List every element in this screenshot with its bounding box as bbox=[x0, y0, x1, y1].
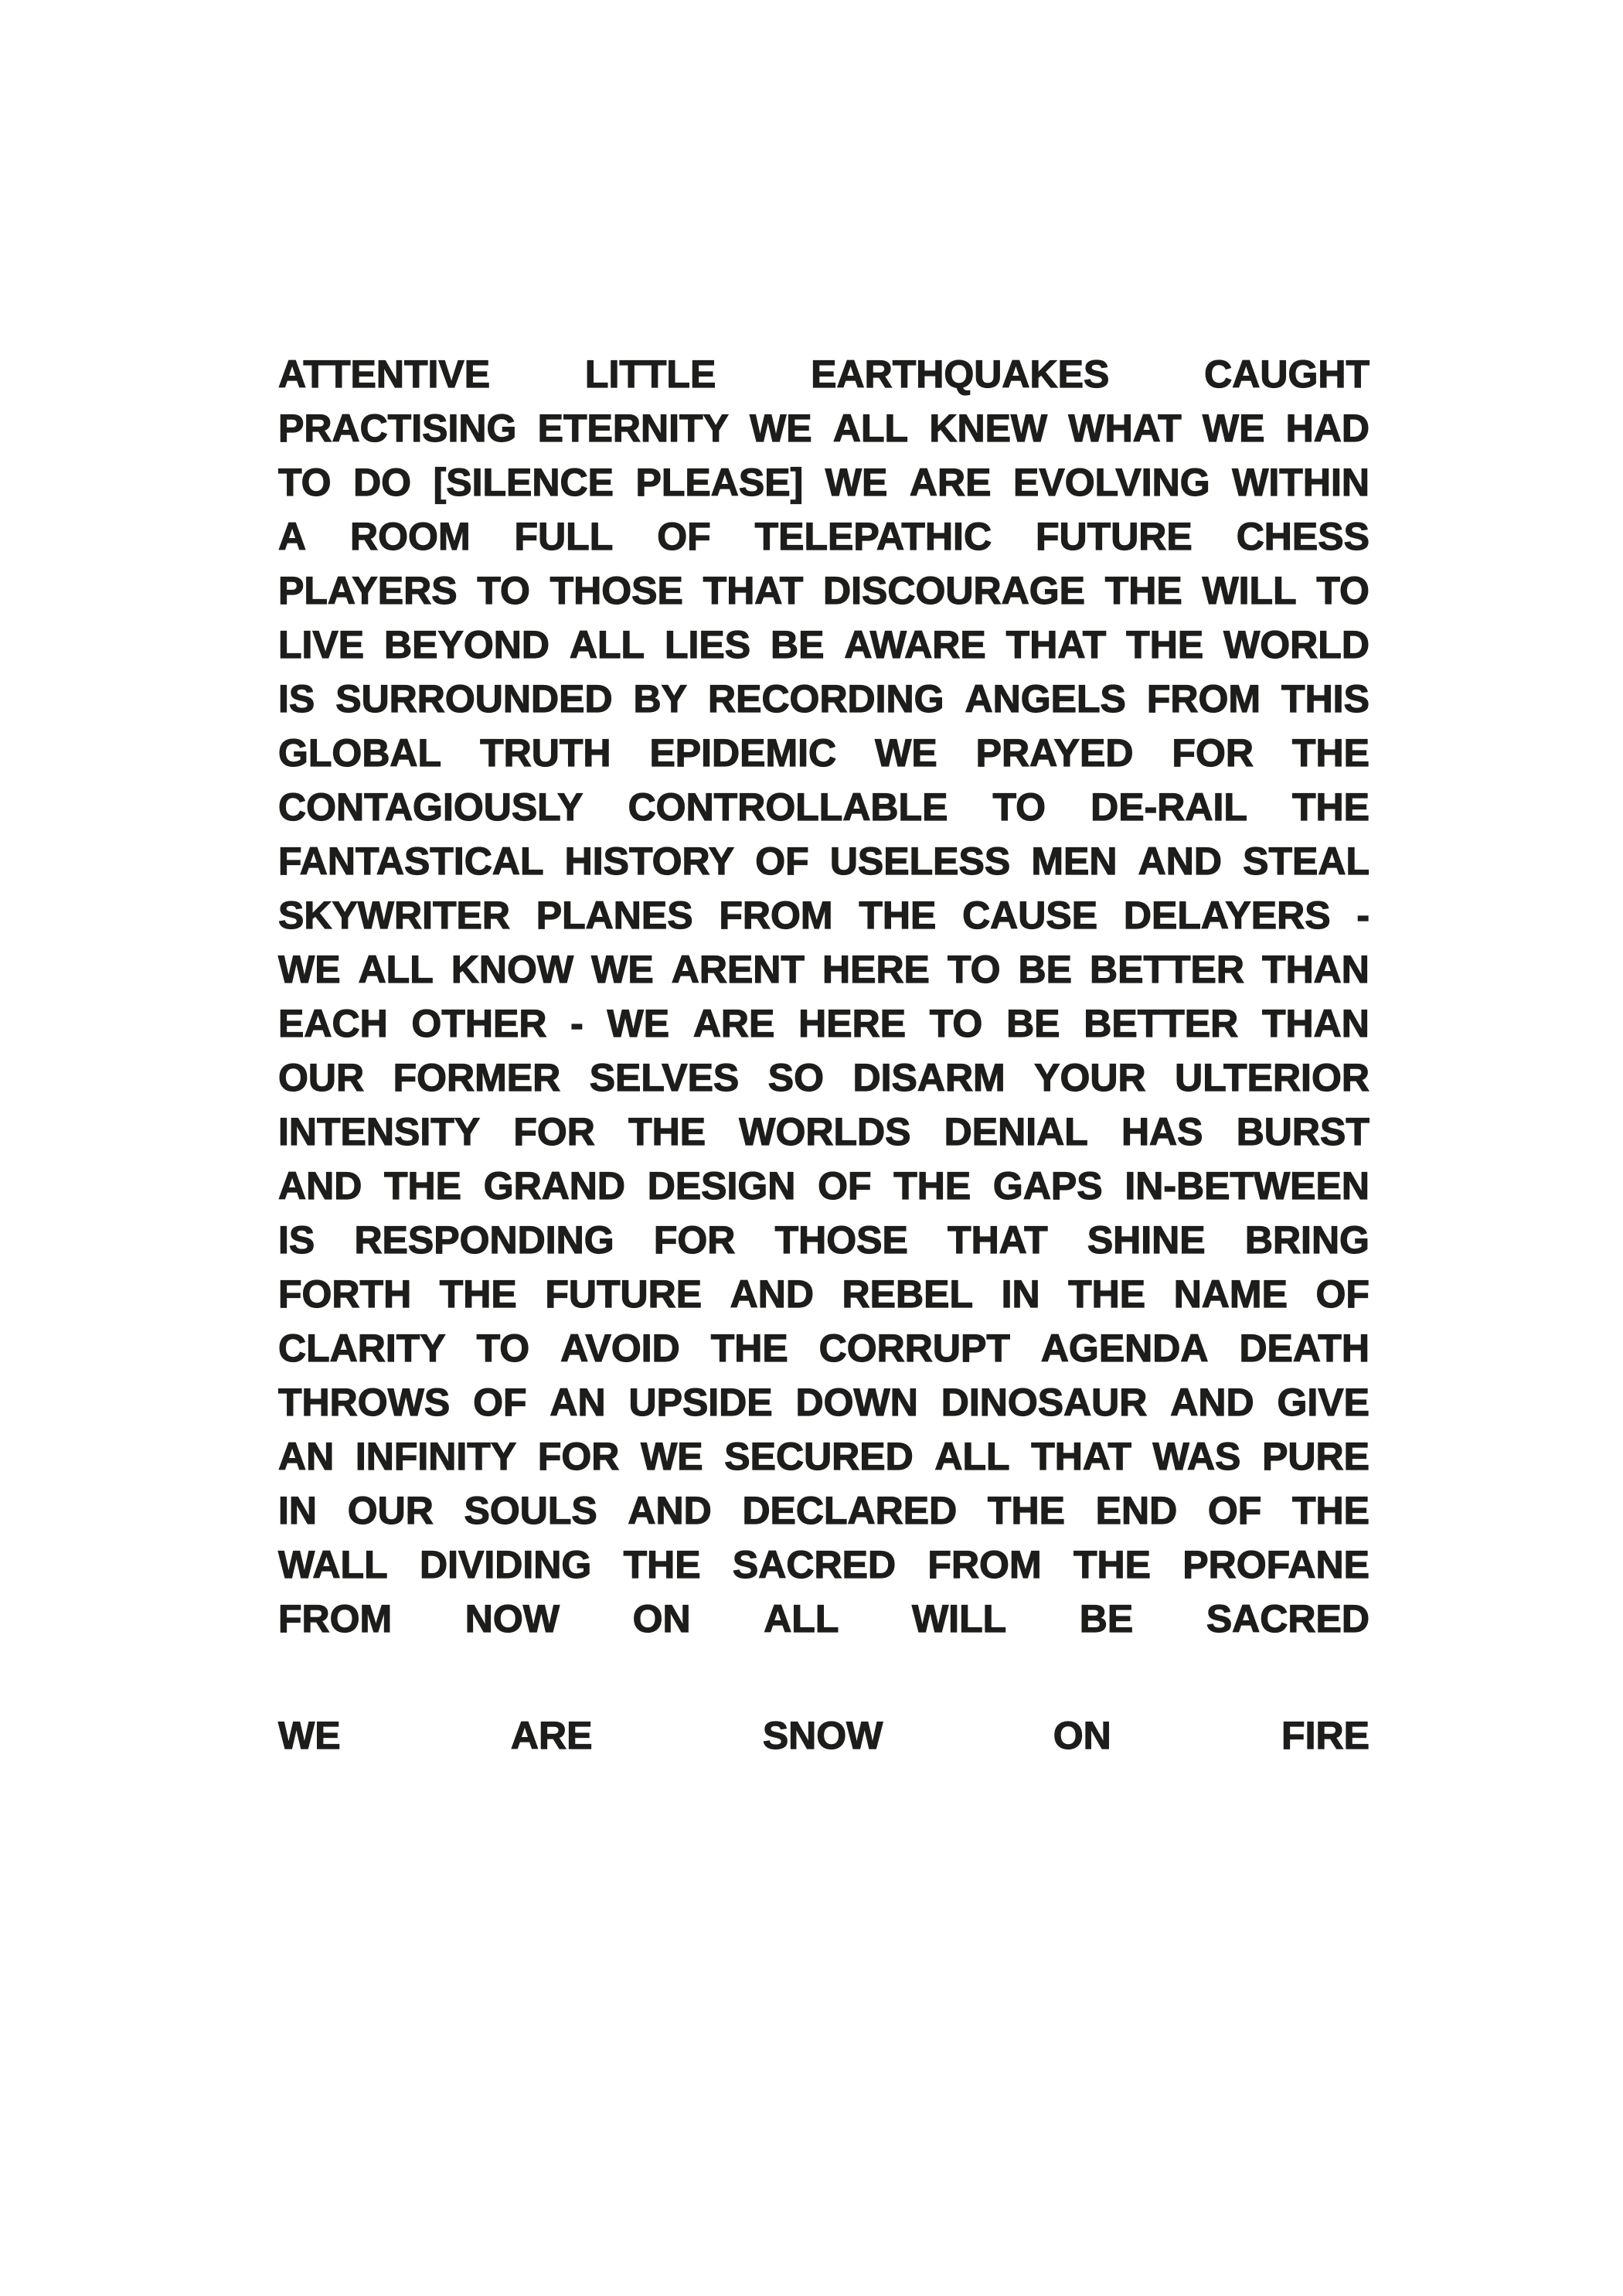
poem-word: WE bbox=[641, 1435, 703, 1478]
poem-word: HAS bbox=[1121, 1110, 1203, 1153]
poem-word: - bbox=[1356, 894, 1370, 937]
poem-word: PRACTISING bbox=[278, 407, 517, 450]
poem-word: HAD bbox=[1285, 407, 1370, 450]
poem-word: FROM bbox=[927, 1543, 1042, 1586]
poem-word: GIVE bbox=[1277, 1381, 1370, 1424]
poem-word: DEATH bbox=[1239, 1327, 1370, 1370]
poem-word: ALL bbox=[569, 623, 645, 666]
poem-word: THROWS bbox=[278, 1381, 451, 1424]
poem-word: CAUGHT bbox=[1204, 353, 1370, 396]
poem-word: OF bbox=[818, 1164, 872, 1208]
poem-line bbox=[278, 1105, 1370, 1159]
poem-word: THE bbox=[1073, 1543, 1151, 1586]
poem-word: WILL bbox=[911, 1597, 1007, 1640]
poem-word: FROM bbox=[1146, 677, 1261, 720]
poem-word: OF bbox=[657, 515, 711, 558]
poem-word: FROM bbox=[278, 1597, 393, 1640]
poem-line bbox=[278, 834, 1370, 888]
poem-word: GLOBAL bbox=[278, 731, 442, 775]
poem-word: ANGELS bbox=[965, 677, 1126, 720]
poem-word: WE bbox=[825, 461, 888, 504]
poem-word: HISTORY bbox=[564, 840, 735, 883]
poem-line bbox=[278, 564, 1370, 618]
poem-word: BY bbox=[633, 677, 688, 720]
poem-word: DISARM bbox=[852, 1056, 1005, 1099]
poem-word: NOW bbox=[464, 1597, 560, 1640]
poem-word: A bbox=[278, 515, 307, 558]
poem-word: FUTURE bbox=[545, 1272, 703, 1316]
stanza-gap bbox=[278, 1646, 1370, 1708]
poem-word: BETTER bbox=[1084, 1002, 1239, 1045]
poem-word: THE bbox=[710, 1327, 788, 1370]
poem-word: ARE bbox=[692, 1002, 775, 1045]
poem-word: DO bbox=[353, 461, 412, 504]
poem-line bbox=[278, 1708, 1370, 1763]
poem-word: IN-BETWEEN bbox=[1125, 1164, 1370, 1208]
poem-line bbox=[278, 672, 1370, 726]
poem-word: THAT bbox=[1005, 623, 1107, 666]
poem-word: THAT bbox=[703, 569, 804, 612]
poem-word: BRING bbox=[1244, 1218, 1370, 1262]
poem-word: ON bbox=[1053, 1714, 1111, 1757]
poem-word: TO bbox=[1316, 569, 1370, 612]
poem-word: SACRED bbox=[732, 1543, 897, 1586]
poem-word: AGENDA bbox=[1040, 1327, 1209, 1370]
poem-word: TO bbox=[929, 1002, 983, 1045]
poem-word: RESPONDING bbox=[354, 1218, 614, 1262]
poem-word: FIRE bbox=[1281, 1714, 1370, 1757]
poem-line bbox=[278, 618, 1370, 672]
poem-word: USELESS bbox=[829, 840, 1011, 883]
poem-word: FOR bbox=[653, 1218, 736, 1262]
poem-word: EVOLVING bbox=[1013, 461, 1210, 504]
poem-line bbox=[278, 1592, 1370, 1646]
poem-word: GRAND bbox=[483, 1164, 626, 1208]
poem-word: PLEASE] bbox=[635, 461, 804, 504]
poem-word: THE bbox=[859, 894, 937, 937]
poem-word: ARENT bbox=[671, 948, 805, 991]
poem-word: BE bbox=[1006, 1002, 1060, 1045]
poem-word: TELEPATHIC bbox=[754, 515, 992, 558]
poem-word: WAS bbox=[1152, 1435, 1241, 1478]
poem-word: ETERNITY bbox=[537, 407, 729, 450]
poem-word: THE bbox=[1292, 1489, 1370, 1532]
poem-word: EPIDEMIC bbox=[649, 731, 837, 775]
poem-word: OF bbox=[473, 1381, 527, 1424]
poem-word: SOULS bbox=[464, 1489, 597, 1532]
poem-word: AND bbox=[1138, 840, 1222, 883]
poem-word: SECURED bbox=[724, 1435, 914, 1478]
poem-word: WE bbox=[1202, 407, 1265, 450]
poem-word: SURROUNDED bbox=[335, 677, 613, 720]
poem-word: DECLARED bbox=[742, 1489, 958, 1532]
poem-word: AND bbox=[278, 1164, 362, 1208]
poem-word: AN bbox=[550, 1381, 606, 1424]
poem-line bbox=[278, 942, 1370, 996]
poem-word: BE bbox=[1018, 948, 1072, 991]
poem-word: SELVES bbox=[589, 1056, 740, 1099]
poem-word: FROM bbox=[719, 894, 833, 937]
poem-word: SO bbox=[767, 1056, 825, 1099]
poem-word: AND bbox=[730, 1272, 814, 1316]
poem-word: CAUSE bbox=[962, 894, 1098, 937]
poem-word: EACH bbox=[278, 1002, 388, 1045]
poem-word: FANTASTICAL bbox=[278, 840, 544, 883]
poem-word: TO bbox=[278, 461, 332, 504]
poem-word: DISCOURAGE bbox=[823, 569, 1085, 612]
poem-word: RECORDING bbox=[707, 677, 944, 720]
poem-word: WE bbox=[750, 407, 812, 450]
poem-word: LIVE bbox=[278, 623, 365, 666]
poem-word: IS bbox=[278, 677, 315, 720]
poem-word: END bbox=[1095, 1489, 1178, 1532]
poem-word: OUR bbox=[347, 1489, 434, 1532]
poem-word: THAT bbox=[948, 1218, 1048, 1262]
poem-line bbox=[278, 401, 1370, 455]
poem-word: LIES bbox=[664, 623, 751, 666]
poem-word: THE bbox=[1104, 569, 1182, 612]
poem-word: DENIAL bbox=[944, 1110, 1088, 1153]
poem-word: HERE bbox=[822, 948, 930, 991]
poem-word: AN bbox=[278, 1435, 335, 1478]
poem-word: WORLD bbox=[1223, 623, 1370, 666]
poem-word: BURST bbox=[1236, 1110, 1370, 1153]
poem-word: CONTROLLABLE bbox=[628, 785, 948, 829]
poem-word: ROOM bbox=[350, 515, 471, 558]
poem-word: ATTENTIVE bbox=[278, 353, 491, 396]
poem-word: THE bbox=[623, 1543, 701, 1586]
poem-word: EARTHQUAKES bbox=[811, 353, 1110, 396]
poem-word: THAN bbox=[1262, 1002, 1370, 1045]
poem-word: IS bbox=[278, 1218, 315, 1262]
poem-word: THE bbox=[384, 1164, 462, 1208]
poem-line bbox=[278, 1375, 1370, 1429]
poem-word: ON bbox=[632, 1597, 691, 1640]
closing-stanza bbox=[278, 1708, 1370, 1763]
poem-word: STEAL bbox=[1243, 840, 1370, 883]
poem-word: NAME bbox=[1173, 1272, 1288, 1316]
poem-word: TO bbox=[947, 948, 1001, 991]
poem-word: FOR bbox=[1172, 731, 1254, 775]
poem-word: TO bbox=[992, 785, 1046, 829]
poem-word: GAPS bbox=[992, 1164, 1103, 1208]
poem-word: ARE bbox=[909, 461, 992, 504]
poem-word: CLARITY bbox=[278, 1327, 446, 1370]
poem-line bbox=[278, 509, 1370, 564]
poem-word: WE bbox=[607, 1002, 670, 1045]
poem-line bbox=[278, 455, 1370, 509]
poem-word: CONTAGIOUSLY bbox=[278, 785, 584, 829]
poem-word: WE bbox=[278, 1714, 341, 1757]
poem-word: THE bbox=[1292, 785, 1370, 829]
poem-line bbox=[278, 1051, 1370, 1105]
poem-word: FOR bbox=[537, 1435, 620, 1478]
poem-word: OF bbox=[755, 840, 809, 883]
poem-word: FOR bbox=[513, 1110, 595, 1153]
poem-line bbox=[278, 1267, 1370, 1321]
poem-word: DESIGN bbox=[647, 1164, 796, 1208]
poem-word: PLANES bbox=[536, 894, 693, 937]
poem-word: THAN bbox=[1262, 948, 1370, 991]
poem-word: DOWN bbox=[795, 1381, 918, 1424]
poem-word: ALL bbox=[764, 1597, 839, 1640]
poem-word: OTHER bbox=[411, 1002, 547, 1045]
poem-word: ALL bbox=[358, 948, 434, 991]
poem-word: KNEW bbox=[929, 407, 1048, 450]
poem-word: THE bbox=[1068, 1272, 1146, 1316]
poem-word: ULTERIOR bbox=[1175, 1056, 1370, 1099]
poem-line bbox=[278, 780, 1370, 834]
poem-word: FORTH bbox=[278, 1272, 412, 1316]
poem-word: PURE bbox=[1262, 1435, 1370, 1478]
poem-word: PROFANE bbox=[1182, 1543, 1370, 1586]
poem-word: UPSIDE bbox=[628, 1381, 773, 1424]
poem-word: AND bbox=[1170, 1381, 1254, 1424]
poem-word: MEN bbox=[1031, 840, 1118, 883]
poem-word: TO bbox=[477, 569, 530, 612]
poem-word: PLAYERS bbox=[278, 569, 458, 612]
poem-word: THOSE bbox=[774, 1218, 908, 1262]
poem-word: SNOW bbox=[762, 1714, 883, 1757]
poem-line bbox=[278, 1429, 1370, 1484]
poem-word: ARE bbox=[510, 1714, 593, 1757]
poem-word: PRAYED bbox=[975, 731, 1134, 775]
poem-word: THE bbox=[1291, 731, 1370, 775]
poem-word: IN bbox=[278, 1489, 317, 1532]
poem-word: SACRED bbox=[1206, 1597, 1370, 1640]
poem-word: THE bbox=[1126, 623, 1204, 666]
poem-line bbox=[278, 1484, 1370, 1538]
poem-word: IN bbox=[1001, 1272, 1040, 1316]
poem-word: THE bbox=[987, 1489, 1065, 1532]
poem-word: AVOID bbox=[560, 1327, 680, 1370]
poem-word: TO bbox=[476, 1327, 530, 1370]
poem-word: LITTLE bbox=[584, 353, 716, 396]
poem-word: ALL bbox=[832, 407, 909, 450]
poem-word: BE bbox=[771, 623, 825, 666]
poem-line bbox=[278, 726, 1370, 780]
poem-word: CHESS bbox=[1236, 515, 1370, 558]
poem-word: AWARE bbox=[844, 623, 986, 666]
poem-line bbox=[278, 347, 1370, 401]
poem-word: DE-RAIL bbox=[1091, 785, 1247, 829]
poem-word: DIVIDING bbox=[419, 1543, 592, 1586]
poem-word: FULL bbox=[514, 515, 614, 558]
poem-word: SKYWRITER bbox=[278, 894, 510, 937]
poem-word: FORMER bbox=[393, 1056, 561, 1099]
poem-word: ALL bbox=[934, 1435, 1010, 1478]
poem-word: WALL bbox=[278, 1543, 388, 1586]
poem-line bbox=[278, 1538, 1370, 1592]
poem-word: THOSE bbox=[550, 569, 683, 612]
poem-word: THE bbox=[439, 1272, 517, 1316]
poem-word: YOUR bbox=[1034, 1056, 1146, 1099]
poem-word: OUR bbox=[278, 1056, 365, 1099]
poem-word: WE bbox=[591, 948, 654, 991]
poem-word: TRUTH bbox=[480, 731, 611, 775]
poem-word: SHINE bbox=[1087, 1218, 1206, 1262]
poem-word: INFINITY bbox=[355, 1435, 517, 1478]
poem-line bbox=[278, 888, 1370, 942]
poem-line bbox=[278, 1321, 1370, 1375]
poem-word: INTENSITY bbox=[278, 1110, 481, 1153]
poem-word: OF bbox=[1315, 1272, 1370, 1316]
poem-word: HERE bbox=[798, 1002, 907, 1045]
poem-word: THAT bbox=[1031, 1435, 1131, 1478]
poem-word: WE bbox=[875, 731, 937, 775]
poem-word: DELAYERS bbox=[1123, 894, 1331, 937]
poem-word: BEYOND bbox=[384, 623, 550, 666]
poem-word: WORLDS bbox=[739, 1110, 911, 1153]
poem-word: OF bbox=[1207, 1489, 1262, 1532]
poem-line bbox=[278, 996, 1370, 1051]
poem-word: BE bbox=[1079, 1597, 1134, 1640]
poem-word: AND bbox=[628, 1489, 712, 1532]
poem-word: THE bbox=[893, 1164, 971, 1208]
poem-word: WHAT bbox=[1068, 407, 1182, 450]
poem-word: [SILENCE bbox=[433, 461, 614, 504]
poem-word: KNOW bbox=[451, 948, 574, 991]
poem-word: WITHIN bbox=[1232, 461, 1370, 504]
poem-word: BETTER bbox=[1090, 948, 1244, 991]
poem-line bbox=[278, 1213, 1370, 1267]
poem-word: WE bbox=[278, 948, 341, 991]
poem-text-block bbox=[278, 347, 1370, 1763]
poem-word: THIS bbox=[1281, 677, 1370, 720]
poem-word: WILL bbox=[1202, 569, 1297, 612]
poem-word: REBEL bbox=[842, 1272, 974, 1316]
poem-word: THE bbox=[628, 1110, 706, 1153]
poem-word: CORRUPT bbox=[818, 1327, 1010, 1370]
poem-line bbox=[278, 1159, 1370, 1213]
poem-word: FUTURE bbox=[1036, 515, 1193, 558]
poem-word: - bbox=[570, 1002, 584, 1045]
main-stanza bbox=[278, 347, 1370, 1646]
poem-word: DINOSAUR bbox=[941, 1381, 1148, 1424]
